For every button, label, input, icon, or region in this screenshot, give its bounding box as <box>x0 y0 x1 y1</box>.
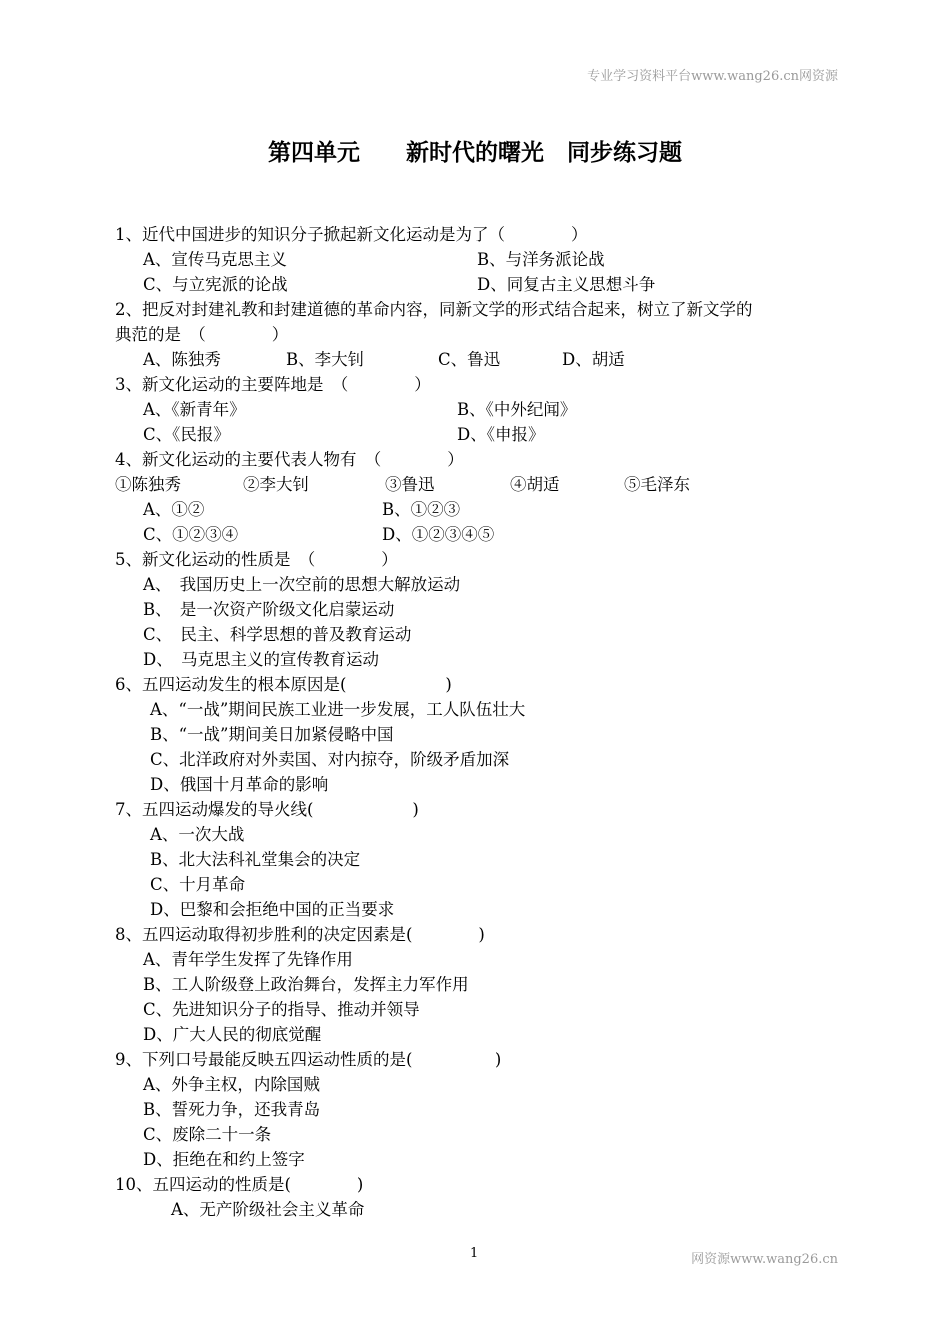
page-number: 1 <box>470 1246 479 1261</box>
question-4-item-1: ①陈独秀 <box>115 475 181 494</box>
question-9-option-d: D、拒绝在和约上签字 <box>143 1150 305 1169</box>
question-4-option-a: A、①② <box>143 500 205 519</box>
question-5-option-d: D、 马克思主义的宣传教育运动 <box>143 650 379 669</box>
question-4-item-4: ④胡适 <box>510 475 560 494</box>
question-3-option-d: D、《申报》 <box>457 425 545 444</box>
question-2-option-a: A、陈独秀 <box>143 350 221 369</box>
question-8-option-c: C、先进知识分子的指导、推动并领导 <box>143 1000 420 1019</box>
question-5-option-b: B、 是一次资产阶级文化启蒙运动 <box>143 600 395 619</box>
question-4-item-5: ⑤毛泽东 <box>624 475 690 494</box>
question-3-option-c: C、《民报》 <box>143 425 230 444</box>
question-1-option-a: A、宣传马克思主义 <box>143 250 287 269</box>
question-4-item-3: ③鲁迅 <box>385 475 435 494</box>
question-7-option-c: C、十月革命 <box>150 875 246 894</box>
question-6-option-d: D、俄国十月革命的影响 <box>150 775 329 794</box>
question-6-option-b: B、“一战”期间美日加紧侵略中国 <box>150 725 394 744</box>
question-6-option-a: A、“一战”期间民族工业进一步发展，工人队伍壮大 <box>150 700 526 719</box>
question-1-option-b: B、与洋务派论战 <box>477 250 605 269</box>
question-7-stem: 7、五四运动爆发的导火线( ) <box>115 800 419 819</box>
question-5-stem: 5、新文化运动的性质是 （ ） <box>115 550 398 569</box>
question-8-option-b: B、工人阶级登上政治舞台，发挥主力军作用 <box>143 975 469 994</box>
page-header-watermark: 专业学习资料平台www.wang26.cn网资源 <box>587 69 838 84</box>
question-4-option-d: D、①②③④⑤ <box>382 525 495 544</box>
question-7-option-b: B、北大法科礼堂集会的决定 <box>150 850 361 869</box>
question-9-option-a: A、外争主权，内除国贼 <box>143 1075 320 1094</box>
question-3-option-b: B、《中外纪闻》 <box>457 400 577 419</box>
question-9-stem: 9、下列口号最能反映五四运动性质的是( ) <box>115 1050 502 1069</box>
question-9-option-b: B、誓死力争，还我青岛 <box>143 1100 321 1119</box>
page-title: 第四单元 新时代的曙光 同步练习题 <box>268 140 682 166</box>
question-4-item-2: ②李大钊 <box>243 475 309 494</box>
question-2-option-c: C、鲁迅 <box>438 350 501 369</box>
question-6-stem: 6、五四运动发生的根本原因是( ) <box>115 675 452 694</box>
question-10-stem: 10、五四运动的性质是( ) <box>115 1175 364 1194</box>
question-10-option-a: A、无产阶级社会主义革命 <box>171 1200 365 1219</box>
question-2-stem-line-1: 2、把反对封建礼教和封建道德的革命内容，同新文学的形式结合起来，树立了新文学的 <box>115 300 753 319</box>
question-4-stem: 4、新文化运动的主要代表人物有 （ ） <box>115 450 464 469</box>
question-7-option-d: D、巴黎和会拒绝中国的正当要求 <box>150 900 395 919</box>
question-2-option-d: D、胡适 <box>562 350 625 369</box>
question-9-option-c: C、废除二十一条 <box>143 1125 272 1144</box>
question-2-stem-line-2: 典范的是 （ ） <box>115 325 289 344</box>
question-3-stem: 3、新文化运动的主要阵地是 （ ） <box>115 375 431 394</box>
question-8-stem: 8、五四运动取得初步胜利的决定因素是( ) <box>115 925 485 944</box>
question-8-option-d: D、广大人民的彻底觉醒 <box>143 1025 322 1044</box>
question-5-option-a: A、 我国历史上一次空前的思想大解放运动 <box>143 575 461 594</box>
question-2-option-b: B、李大钊 <box>286 350 365 369</box>
question-1-stem: 1、近代中国进步的知识分子掀起新文化运动是为了（ ） <box>115 225 588 244</box>
question-6-option-c: C、北洋政府对外卖国、对内掠夺，阶级矛盾加深 <box>150 750 510 769</box>
question-3-option-a: A、《新青年》 <box>143 400 246 419</box>
question-8-option-a: A、青年学生发挥了先锋作用 <box>143 950 353 969</box>
question-4-option-b: B、①②③ <box>382 500 461 519</box>
question-1-option-d: D、同复古主义思想斗争 <box>477 275 656 294</box>
question-1-option-c: C、与立宪派的论战 <box>143 275 288 294</box>
question-5-option-c: C、 民主、科学思想的普及教育运动 <box>143 625 412 644</box>
question-7-option-a: A、一次大战 <box>150 825 245 844</box>
footer-watermark: 网资源www.wang26.cn <box>691 1252 838 1267</box>
question-4-option-c: C、①②③④ <box>143 525 239 544</box>
